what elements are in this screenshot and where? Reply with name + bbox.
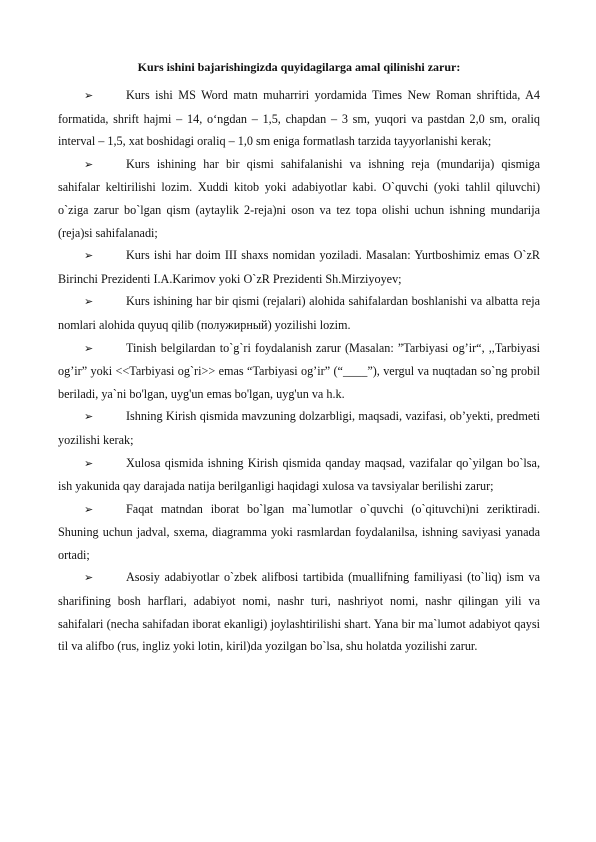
list-item <box>58 244 540 290</box>
document-title: Kurs ishini bajarishingizda quyidagilarga amal qilinishi zarur: <box>137 60 461 74</box>
list-item <box>58 498 540 567</box>
list-item-text: Kurs ishi har doim III shaxs nomidan yoziladi. Masalan: Yurtboshimiz emas O`zR Birinchi Prezidenti I.A.Karimov yoki O`zR Prezidenti Sh.Mirziyoyev; <box>58 248 540 286</box>
list-item <box>58 84 540 153</box>
arrow-bullet-icon: ➢ <box>84 295 94 309</box>
list-item-text: Kurs ishining har bir qismi sahifalanishi va ishning reja (mundarija) qismiga sahifalar keltirilishi lozim. Xuddi kitob yoki adabiyotlar kabi. O`quvchi (yoki tahlil qiluvchi) o`ziga zarur bo`lgan qism (aytaylik 2-reja)ni oson va tez topa olishi uchun ishning mundarija (reja)si sahifalanadi; <box>58 156 540 240</box>
arrow-bullet-icon: ➢ <box>84 249 94 263</box>
document-page <box>58 58 540 658</box>
list-item-text: Xulosa qismida ishning Kirish qismida qanday maqsad, vazifalar qo`yilgan bo`lsa, ish yakunida qay darajada natija berilganligi haqidagi xulosa va tavsiyalar berilishi zarur; <box>58 455 540 494</box>
list-item <box>58 290 540 336</box>
list-item <box>58 405 540 451</box>
list-item-text: Kurs ishi MS Word matn muharriri yordamida Times New Roman shriftida, A4 formatida, shrift hajmi – 14, o‘ngdan – 1,5, chapdan – 3 sm, yuqori va pastdan 2,0 sm, oraliq interval – 1,5, xat boshidagi oraliq – 1,0 sm eniga formatlash tarzida tayyorlanishi kerak; <box>58 88 540 149</box>
arrow-bullet-icon: ➢ <box>84 157 94 171</box>
list-item-text: Faqat matndan iborat bo`lgan ma`lumotlar o`quvchi (o`qituvchi)ni zeriktiradi. Shuning uchun jadval, sxema, diagramma yoki rasmlardan foydalanilsa, ishning saviyasi yanada ortadi; <box>58 501 540 562</box>
arrow-bullet-icon: ➢ <box>84 341 94 355</box>
list-item-text: Asosiy adabiyotlar o`zbek alifbosi tartibida (muallifning familiyasi (to`liq) ism va sharifining bosh harflari, adabiyot nomi, nashr turi, nashriyot nomi, nashr qilingan yili va sahifalari (necha sahifadan iborat ekanligi) joylashtirilishi shart. Yana bir ma`lumot adabiyot qaysi til va alifbo (rus, ingliz yoki lotin, kiril)da yozilgan bo`lsa, shu holatda yozilishi zarur. <box>58 570 540 654</box>
arrow-bullet-icon: ➢ <box>84 89 94 102</box>
arrow-bullet-icon: ➢ <box>84 502 94 516</box>
list-item <box>58 566 540 657</box>
list-item-text: Tinish belgilardan to`g`ri foydalanish zarur (Masalan: ”Tarbiyasi og’ir“, ,,Tarbiyasi og’ir” yoki <<Tarbiyasi og`ri>> emas “Tarbiyasi og’ir” (“____”), vergul va nuqtadan so`ng probil beriladi, ya`ni bo'lgan, uyg'un emas bo'lgan, uyg'un va h.k. <box>58 340 540 401</box>
list-item-text: Kurs ishining har bir qismi (rejalari) alohida sahifalardan boshlanishi va albatta reja nomlari alohida quyuq qilib (полужирный) yozilishi lozim. <box>58 294 540 332</box>
arrow-bullet-icon: ➢ <box>84 410 94 424</box>
list-item <box>58 452 540 498</box>
list-item-text: Ishning Kirish qismida mavzuning dolzarbligi, maqsadi, vazifasi, ob’yekti, predmeti yozilishi kerak; <box>58 409 540 447</box>
list-item <box>58 153 540 244</box>
arrow-bullet-icon: ➢ <box>84 456 94 470</box>
arrow-bullet-icon: ➢ <box>84 571 94 585</box>
list-item <box>58 337 540 406</box>
